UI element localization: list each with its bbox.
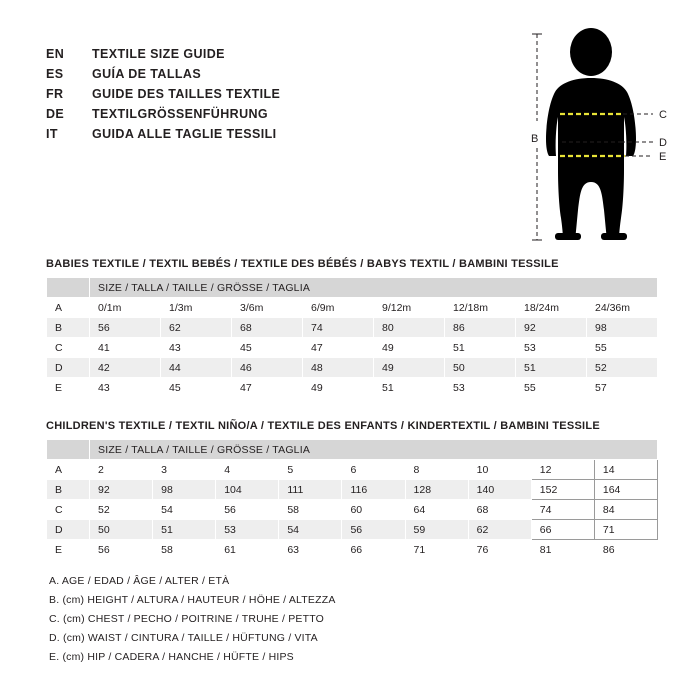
babies-d-3: 48 — [303, 358, 374, 378]
children-section — [46, 420, 658, 560]
table-row — [47, 460, 658, 480]
children-header-cell-size: SIZE / TALLA / TAILLE / GRÖSSE / TAGLIA — [90, 440, 658, 460]
children-e-5: 71 — [405, 540, 468, 560]
children-a-7: 12 — [531, 460, 594, 480]
table-row — [47, 318, 658, 338]
legend-item-c: C. (cm) CHEST / PECHO / POITRINE / TRUHE / PETTO — [49, 613, 325, 625]
children-c-3: 58 — [279, 500, 342, 520]
legend-item-a: A. AGE / EDAD / ÂGE / ALTER / ETÀ — [49, 575, 230, 587]
children-d-3: 54 — [279, 520, 342, 540]
legend-item-d: D. (cm) WAIST / CINTURA / TAILLE / HÜFTUNG / VITA — [49, 632, 318, 644]
babies-a-0: 0/1m — [90, 298, 161, 318]
children-c-2: 56 — [216, 500, 279, 520]
children-d-7: 66 — [531, 520, 594, 540]
babies-e-0: 43 — [90, 378, 161, 398]
children-e-3: 63 — [279, 540, 342, 560]
children-e-7: 81 — [531, 540, 594, 560]
babies-row-label-d: D — [47, 358, 90, 378]
language-title-it: GUIDA ALLE TAGLIE TESSILI — [92, 127, 277, 141]
babies-c-2: 45 — [232, 338, 303, 358]
children-e-2: 61 — [216, 540, 279, 560]
babies-e-4: 51 — [374, 378, 445, 398]
babies-row-label-b: B — [47, 318, 90, 338]
babies-row-label-a: A — [47, 298, 90, 318]
language-code-de: DE — [46, 107, 65, 121]
children-row-label-e: E — [47, 540, 90, 560]
babies-d-7: 52 — [587, 358, 658, 378]
babies-d-6: 51 — [516, 358, 587, 378]
children-b-1: 98 — [153, 480, 216, 500]
babies-e-1: 45 — [161, 378, 232, 398]
language-code-it: IT — [46, 127, 58, 141]
children-b-0: 92 — [90, 480, 153, 500]
children-c-7: 74 — [531, 500, 594, 520]
language-title-es: GUÍA DE TALLAS — [92, 67, 202, 81]
babies-b-0: 56 — [90, 318, 161, 338]
babies-b-2: 68 — [232, 318, 303, 338]
children-a-4: 6 — [342, 460, 405, 480]
babies-c-0: 41 — [90, 338, 161, 358]
babies-d-0: 42 — [90, 358, 161, 378]
children-b-6: 140 — [468, 480, 531, 500]
children-a-0: 2 — [90, 460, 153, 480]
babies-c-5: 51 — [445, 338, 516, 358]
babies-b-5: 86 — [445, 318, 516, 338]
children-c-5: 64 — [405, 500, 468, 520]
children-a-1: 3 — [153, 460, 216, 480]
children-e-4: 66 — [342, 540, 405, 560]
babies-header-cell-0 — [47, 278, 90, 298]
babies-a-7: 24/36m — [587, 298, 658, 318]
children-b-5: 128 — [405, 480, 468, 500]
children-row-label-a: A — [47, 460, 90, 480]
language-title-fr: GUIDE DES TAILLES TEXTILE — [92, 87, 281, 101]
babies-a-3: 6/9m — [303, 298, 374, 318]
header-section — [0, 0, 700, 250]
babies-e-7: 57 — [587, 378, 658, 398]
babies-header-cell-size: SIZE / TALLA / TAILLE / GRÖSSE / TAGLIA — [90, 278, 658, 298]
language-code-en: EN — [46, 47, 65, 61]
legend-item-b: B. (cm) HEIGHT / ALTURA / HAUTEUR / HÖHE / ALTEZZA — [49, 594, 336, 606]
babies-header-row — [47, 278, 658, 298]
children-c-8: 84 — [594, 500, 657, 520]
children-header-row — [47, 440, 658, 460]
babies-c-1: 43 — [161, 338, 232, 358]
language-row-it — [46, 124, 280, 144]
table-row — [47, 298, 658, 318]
children-size-table — [46, 439, 658, 560]
babies-a-4: 9/12m — [374, 298, 445, 318]
babies-e-5: 53 — [445, 378, 516, 398]
children-e-8: 86 — [594, 540, 657, 560]
children-c-6: 68 — [468, 500, 531, 520]
children-a-8: 14 — [594, 460, 657, 480]
children-d-6: 62 — [468, 520, 531, 540]
figure-label-waist: D — [659, 137, 667, 149]
children-row-label-c: C — [47, 500, 90, 520]
babies-d-4: 49 — [374, 358, 445, 378]
table-row — [47, 338, 658, 358]
measurement-legend — [46, 572, 336, 667]
language-title-list — [46, 44, 280, 144]
children-c-0: 52 — [90, 500, 153, 520]
babies-d-2: 46 — [232, 358, 303, 378]
children-d-4: 56 — [342, 520, 405, 540]
table-row — [47, 520, 658, 540]
children-e-0: 56 — [90, 540, 153, 560]
children-header-cell-0 — [47, 440, 90, 460]
figure-label-height: B — [531, 133, 539, 145]
child-silhouette-icon — [546, 28, 636, 240]
children-row-label-d: D — [47, 520, 90, 540]
children-e-1: 58 — [153, 540, 216, 560]
language-row-de — [46, 104, 280, 124]
children-b-3: 111 — [279, 480, 342, 500]
legend-item-e: E. (cm) HIP / CADERA / HANCHE / HÜFTE / HIPS — [49, 651, 294, 663]
language-row-fr — [46, 84, 280, 104]
children-c-1: 54 — [153, 500, 216, 520]
babies-c-7: 55 — [587, 338, 658, 358]
children-d-5: 59 — [405, 520, 468, 540]
children-d-1: 51 — [153, 520, 216, 540]
babies-e-2: 47 — [232, 378, 303, 398]
table-row — [47, 480, 658, 500]
language-code-es: ES — [46, 67, 64, 81]
babies-c-4: 49 — [374, 338, 445, 358]
babies-b-7: 98 — [587, 318, 658, 338]
table-row — [47, 378, 658, 398]
babies-row-label-e: E — [47, 378, 90, 398]
babies-e-6: 55 — [516, 378, 587, 398]
children-a-2: 4 — [216, 460, 279, 480]
language-title-en: TEXTILE SIZE GUIDE — [92, 47, 225, 61]
figure-label-chest: C — [659, 109, 667, 121]
children-a-5: 8 — [405, 460, 468, 480]
children-d-0: 50 — [90, 520, 153, 540]
babies-d-5: 50 — [445, 358, 516, 378]
children-section-title: CHILDREN'S TEXTILE / TEXTIL NIÑO/A / TEXTILE DES ENFANTS / KINDERTEXTIL / BAMBINI TESSILE — [46, 420, 600, 432]
babies-a-6: 18/24m — [516, 298, 587, 318]
babies-a-5: 12/18m — [445, 298, 516, 318]
body-figure — [505, 26, 680, 251]
babies-e-3: 49 — [303, 378, 374, 398]
babies-b-3: 74 — [303, 318, 374, 338]
children-row-label-b: B — [47, 480, 90, 500]
children-d-8: 71 — [594, 520, 657, 540]
babies-b-1: 62 — [161, 318, 232, 338]
babies-a-2: 3/6m — [232, 298, 303, 318]
table-row — [47, 358, 658, 378]
figure-label-hip: E — [659, 151, 667, 163]
children-b-2: 104 — [216, 480, 279, 500]
babies-c-3: 47 — [303, 338, 374, 358]
children-b-8: 164 — [594, 480, 657, 500]
children-d-2: 53 — [216, 520, 279, 540]
children-a-6: 10 — [468, 460, 531, 480]
language-row-es — [46, 64, 280, 84]
babies-c-6: 53 — [516, 338, 587, 358]
children-c-4: 60 — [342, 500, 405, 520]
babies-b-4: 80 — [374, 318, 445, 338]
babies-a-1: 1/3m — [161, 298, 232, 318]
babies-size-table — [46, 277, 658, 398]
table-row — [47, 500, 658, 520]
language-row-en — [46, 44, 280, 64]
children-b-4: 116 — [342, 480, 405, 500]
babies-section — [46, 258, 658, 398]
table-row — [47, 540, 658, 560]
babies-row-label-c: C — [47, 338, 90, 358]
babies-section-title: BABIES TEXTILE / TEXTIL BEBÉS / TEXTILE DES BÉBÉS / BABYS TEXTIL / BAMBINI TESSILE — [46, 258, 559, 270]
children-e-6: 76 — [468, 540, 531, 560]
children-b-7: 152 — [531, 480, 594, 500]
babies-b-6: 92 — [516, 318, 587, 338]
language-title-de: TEXTILGRÖSSENFÜHRUNG — [92, 107, 269, 121]
babies-d-1: 44 — [161, 358, 232, 378]
language-code-fr: FR — [46, 87, 64, 101]
children-a-3: 5 — [279, 460, 342, 480]
